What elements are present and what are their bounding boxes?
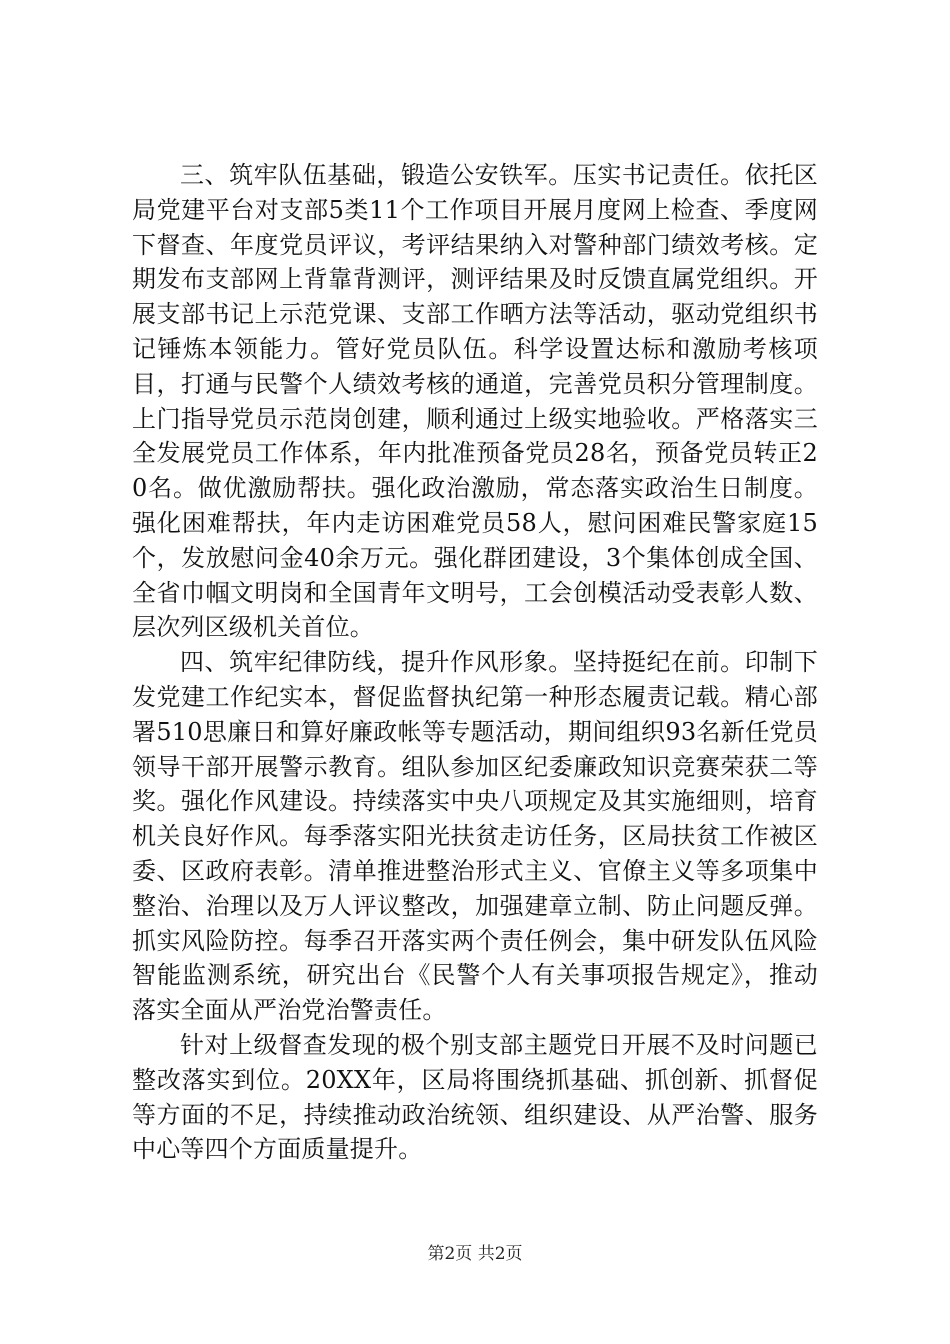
page-number-footer: 第2页 共2页	[427, 1244, 523, 1264]
paragraph-rectification: 针对上级督查发现的极个别支部主题党日开展不及时问题已整改落实到位。20XX年，区局将围绕抓基础、抓创新、抓督促等方面的不足，持续推动政治统领、组织建设、从严治警、服务中心等四个方面质量提升。	[132, 1030, 818, 1164]
document-body	[132, 158, 818, 1167]
paragraph-team-building: 三、筑牢队伍基础，锻造公安铁军。压实书记责任。依托区局党建平台对支部5类11个工作项目开展月度网上检查、季度网下督查、年度党员评议，考评结果纳入对警种部门绩效考核。定期发布支部网上背靠背测评，测评结果及时反馈直属党组织。开展支部书记上示范党课、支部工作晒方法等活动，驱动党组织书记锤炼本领能力。管好党员队伍。科学设置达标和激励考核项目，打通与民警个人绩效考核的通道，完善党员积分管理制度。上门指导党员示范岗创建，顺利通过上级实地验收。严格落实三全发展党员工作体系，年内批准预备党员28名，预备党员转正20名。做优激励帮扶。强化政治激励，常态落实政治生日制度。强化困难帮扶，年内走访困难党员58人，慰问困难民警家庭15个，发放慰问金40余万元。强化群团建设，3个集体创成全国、全省巾帼文明岗和全国青年文明号，工会创模活动受表彰人数、层次列区级机关首位。	[132, 161, 818, 642]
paragraph-discipline: 四、筑牢纪律防线，提升作风形象。坚持挺纪在前。印制下发党建工作纪实本，督促监督执纪第一种形态履责记载。精心部署510思廉日和算好廉政帐等专题活动，期间组织93名新任党员领导干部开展警示教育。组队参加区纪委廉政知识竞赛荣获二等奖。强化作风建设。持续落实中央八项规定及其实施细则，培育机关良好作风。每季落实阳光扶贫走访任务，区局扶贫工作被区委、区政府表彰。清单推进整治形式主义、官僚主义等多项集中整治、治理以及万人评议整改，加强建章立制、防止问题反弹。抓实风险防控。每季召开落实两个责任例会，集中研发队伍风险智能监测系统，研究出台《民警个人有关事项报告规定》，推动落实全面从严治党治警责任。	[132, 648, 818, 1025]
